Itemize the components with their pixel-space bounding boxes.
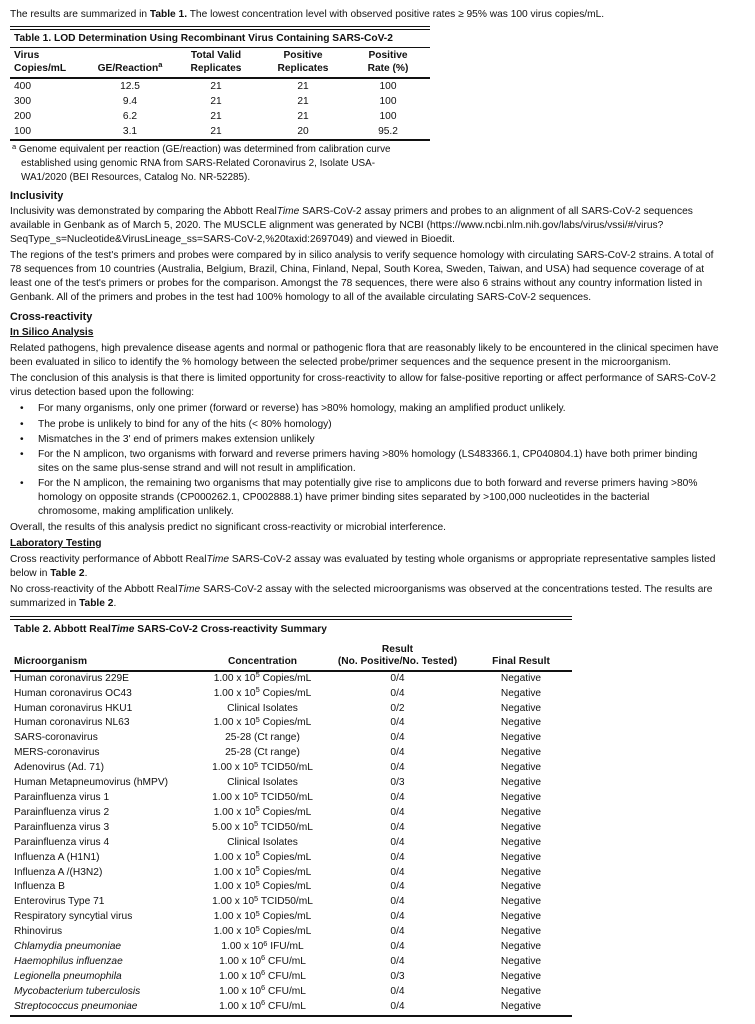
result-header-line2: (No. Positive/No. Tested) [337, 655, 458, 667]
final-result-cell: Negative [500, 1000, 542, 1012]
microorganism-cell: Human coronavirus OC43 [14, 687, 132, 699]
table1-cell: 100 [379, 81, 397, 92]
final-result-cell: Negative [500, 806, 542, 818]
bullet-item: • For many organisms, only one primer (forward or reverse) has >80% homology, making an amplified product unlikely. [38, 402, 702, 416]
table2-row [10, 806, 572, 821]
cross-reactivity-heading: Cross-reactivity [10, 311, 93, 324]
final-result-cell: Negative [500, 970, 542, 982]
concentration-cell: 5.00 x $10^5$ TCID50/mL [212, 819, 313, 833]
table2-row [10, 940, 572, 955]
result-cell: 0/4 [390, 792, 405, 804]
table2-row [10, 671, 572, 687]
table1-cell: 21 [210, 111, 222, 122]
table2 [10, 644, 572, 1015]
table2-title: Table 2. Abbott RealTime SARS-CoV-2 Cross-reactivity Summary [14, 623, 327, 635]
table2-header-row-1 [10, 644, 572, 655]
table1-cell: 6.2 [122, 111, 138, 122]
in-silico-paragraph-2: The conclusion of this analysis is that there is limited opportunity for cross-reactivity to allow for false-positive reporting or affect performance of SARS-CoV-2 virus detection based upon the following: [10, 373, 716, 399]
table1-row [10, 94, 430, 109]
result-cell: 0/4 [390, 955, 405, 967]
microorganism-cell: Adenovirus (Ad. 71) [14, 762, 105, 774]
footnote-line: $^a$ Genome equivalent per reaction (GE/reaction) was determined from calibration curve [12, 141, 391, 155]
result-cell: 0/4 [390, 687, 405, 699]
concentration-cell: 1.00 x $10^5$ TCID50/mL [212, 759, 313, 774]
microorganism-cell: Human Metapneumovirus (hMPV) [14, 777, 169, 789]
concentration-cell: Clinical Isolates [227, 777, 298, 789]
table2-row [10, 866, 572, 881]
table1-cell: 21 [210, 81, 222, 92]
footnote-line: established using genomic RNA from SARS-Related Coronavirus 2, Isolate USA- [21, 157, 376, 169]
concentration-cell: 1.00 x $10^5$ Copies/mL [213, 670, 312, 684]
table2-row [10, 970, 572, 985]
result-cell: 0/4 [390, 941, 405, 953]
footnote-line: WA1/2020 (BEI Resources, Catalog No. NR-52285). [21, 171, 251, 183]
final-result-cell: Negative [500, 866, 542, 878]
table2-row [10, 821, 572, 836]
microorganism-cell: MERS-coronavirus [14, 747, 100, 759]
table2-row [10, 851, 572, 866]
final-result-cell: Negative [500, 911, 542, 923]
final-result-cell: Negative [500, 687, 542, 699]
microorganism-cell: Parainfluenza virus 2 [14, 806, 110, 818]
table1-cell: 21 [297, 96, 309, 107]
bullet-item: • Mismatches in the 3' end of primers makes extension unlikely [38, 433, 702, 447]
microorganism-cell: Influenza A /(H3N2) [14, 866, 103, 878]
table2-row [10, 716, 572, 731]
result-cell: 0/4 [390, 762, 405, 774]
final-result-header: Final Result [492, 655, 550, 667]
microorganism-cell: Parainfluenza virus 3 [14, 821, 110, 833]
result-cell: 0/4 [390, 836, 405, 848]
table1-cell: 100 [14, 126, 31, 137]
table1-cell: 21 [210, 96, 222, 107]
concentration-cell: 1.00 x $10^5$ Copies/mL [213, 804, 312, 818]
final-result-cell: Negative [500, 926, 542, 938]
microorganism-cell: Respiratory syncytial virus [14, 911, 133, 923]
table1-row [10, 78, 430, 94]
table2-row [10, 687, 572, 702]
table2-row [10, 776, 572, 791]
microorganism-cell: Streptococcus pneumoniae [14, 1000, 138, 1012]
table2-row [10, 791, 572, 806]
table1-cell: 100 [379, 111, 397, 122]
table1-cell: 300 [14, 96, 31, 107]
laboratory-testing-heading: Laboratory Testing [10, 537, 102, 549]
table1-column-header: Positive Rate (%) [367, 50, 409, 74]
result-cell: 0/4 [390, 851, 405, 863]
result-cell: 0/4 [390, 821, 405, 833]
table2-row [10, 895, 572, 910]
concentration-cell: Clinical Isolates [227, 702, 298, 714]
microorganism-cell: Parainfluenza virus 1 [14, 792, 110, 804]
result-cell: 0/4 [390, 747, 405, 759]
microorganism-cell: Enterovirus Type 71 [14, 896, 105, 908]
result-cell: 0/4 [390, 717, 405, 729]
final-result-cell: Negative [500, 896, 542, 908]
result-cell: 0/4 [390, 732, 405, 744]
table1-cell: 9.4 [122, 96, 138, 107]
table2-row [10, 746, 572, 761]
concentration-cell: 1.00 x $10^6$ CFU/mL [219, 983, 306, 997]
result-cell: 0/4 [390, 866, 405, 878]
table1-footnote [12, 143, 745, 184]
result-cell: 0/3 [390, 970, 405, 982]
result-cell: 0/4 [390, 881, 405, 893]
table1-column-header: Virus Copies/mL [14, 50, 67, 74]
table2-row [10, 1000, 572, 1015]
result-cell: 0/4 [390, 1000, 405, 1012]
concentration-cell: 1.00 x $10^6$ IFU/mL [221, 938, 304, 953]
result-cell: 0/4 [390, 985, 405, 997]
final-result-cell: Negative [500, 881, 542, 893]
table1-cell: 21 [297, 111, 309, 122]
concentration-cell: 1.00 x $10^6$ CFU/mL [219, 953, 306, 967]
microorganism-cell: Human coronavirus NL63 [14, 717, 130, 729]
final-result-cell: Negative [500, 851, 542, 863]
concentration-cell: 1.00 x $10^5$ Copies/mL [213, 923, 312, 938]
microorganism-cell: Parainfluenza virus 4 [14, 836, 110, 848]
microorganism-header: Microorganism [14, 655, 88, 667]
table1-cell: 20 [297, 126, 309, 137]
final-result-cell: Negative [500, 702, 542, 714]
microorganism-cell: Influenza A (H1N1) [14, 851, 100, 863]
table1 [10, 48, 430, 139]
intro-paragraph: The results are summarized in Table 1. The lowest concentration level with observed positive rates ≥ 95% was 100 virus copies/mL. [10, 9, 605, 20]
final-result-cell: Negative [500, 955, 542, 967]
result-cell: 0/4 [390, 911, 405, 923]
table1-cell: 400 [14, 81, 31, 92]
final-result-cell: Negative [500, 762, 542, 774]
concentration-cell: 1.00 x $10^5$ Copies/mL [213, 878, 312, 893]
table2-row [10, 985, 572, 1000]
concentration-cell: 1.00 x $10^5$ Copies/mL [213, 849, 312, 863]
final-result-cell: Negative [500, 985, 542, 997]
concentration-cell: 1.00 x $10^6$ CFU/mL [219, 968, 306, 982]
table1-title: Table 1. LOD Determination Using Recombinant Virus Containing SARS-CoV-2 [10, 30, 430, 48]
concentration-cell: 1.00 x $10^5$ Copies/mL [213, 685, 312, 699]
concentration-cell: 1.00 x $10^5$ TCID50/mL [212, 893, 313, 908]
table1-cell: 12.5 [120, 81, 140, 92]
concentration-cell: 1.00 x $10^5$ Copies/mL [213, 908, 312, 923]
microorganism-cell: Haemophilus influenzae [14, 955, 123, 967]
concentration-cell: Clinical Isolates [227, 836, 298, 848]
table1-lod-determination [10, 26, 430, 141]
table2-row [10, 702, 572, 717]
concentration-header: Concentration [227, 655, 298, 667]
table1-column-header: Total Valid Replicates [190, 50, 242, 74]
final-result-cell: Negative [500, 792, 542, 804]
result-cell: 0/2 [390, 702, 405, 714]
result-cell: 0/4 [390, 806, 405, 818]
bullet-item: • For the N amplicon, the remaining two organisms that may potentially give rise to amplicons due to both forward and reverse primers having >80% homology on opposite strands (CP000262.1, CP002888.1) have primer binding sites separated by >100,000 nucleotides in the bacterial chromosome, making amplification unlikely. [38, 477, 702, 518]
microorganism-cell: Human coronavirus 229E [14, 672, 129, 684]
table1-body [10, 78, 430, 139]
concentration-cell: 1.00 x $10^6$ CFU/mL [219, 998, 306, 1012]
microorganism-cell: Rhinovirus [14, 926, 63, 938]
table1-cell: 200 [14, 111, 31, 122]
concentration-cell: 25-28 (Ct range) [225, 747, 300, 759]
bullet-item: • The probe is unlikely to bind for any of the hits (< 80% homology) [38, 418, 702, 432]
final-result-cell: Negative [500, 747, 542, 759]
inclusivity-paragraph-1: Inclusivity was demonstrated by comparing the Abbott RealTime SARS-CoV-2 assay primers and probes to an alignment of all SARS-CoV-2 sequences available in Genbank as of March 5, 2020. The MUSCLE alignment was generated by NCBI (https://www.ncbi.nlm.nih.gov/labs/virus/vssi/#/virus?SeqType_s=Nucleotide&VirusLineage_ss=SARS-CoV-2,%20taxid:2697049) and viewed in Bioedit. [10, 206, 693, 246]
bullet-item: • For the N amplicon, two organisms with forward and reverse primers having >80% homology (LS483366.1, CP040804.1) have both primer binding sites on the same plus-sense strand and will not result in amplification. [38, 448, 702, 476]
overall-conclusion-paragraph: Overall, the results of this analysis predict no significant cross-reactivity or microbial interference. [10, 521, 446, 533]
inclusivity-paragraph-2: The regions of the test's primers and probes were compared by in silico analysis to verify sequence homology with circulating SARS-CoV-2 strains. A total of 78 sequences from 10 countries (Australia, Belgium, Brazil, China, Finland, Nepal, South Korea, Sweden, Taiwan, and USA) had sequence coverage of at least one of the test's primers or probes for the comparison. Amongst the 78 sequences, there were also 6 strains without any country information listed in Genbank. All of the primers and probes in the test had 100% homology to all of the available circulating SARS-CoV-2 sequences. [10, 250, 714, 304]
concentration-cell: 25-28 (Ct range) [225, 732, 300, 744]
table2-row [10, 910, 572, 925]
final-result-cell: Negative [500, 941, 542, 953]
table2-body [10, 671, 572, 1015]
lab-testing-paragraph-1: Cross reactivity performance of Abbott RealTime SARS-CoV-2 assay was evaluated by testing whole organisms or appropriate representative samples listed below in Table 2. [10, 553, 716, 579]
table1-row [10, 109, 430, 124]
microorganism-cell: Chlamydia pneumoniae [14, 941, 122, 953]
result-cell: 0/3 [390, 777, 405, 789]
final-result-cell: Negative [500, 732, 542, 744]
final-result-cell: Negative [500, 672, 542, 684]
table2-row [10, 880, 572, 895]
in-silico-bullet-list [10, 402, 745, 518]
in-silico-paragraph-1: Related pathogens, high prevalence disease agents and normal or pathogenic flora that are reasonably likely to be encountered in the clinical specimen have been evaluated in silico to identify the % homology between the selected probe/primer sequences and the sequence present in the microorganism. [10, 343, 719, 369]
result-cell: 0/4 [390, 926, 405, 938]
table2-cross-reactivity-summary [10, 616, 572, 1017]
document-body [10, 8, 745, 1017]
concentration-cell: 1.00 x $10^5$ Copies/mL [213, 714, 312, 729]
table2-row [10, 925, 572, 940]
final-result-cell: Negative [500, 777, 542, 789]
microorganism-cell: Legionella pneumophila [14, 970, 122, 982]
table1-cell: 95.2 [378, 126, 398, 137]
table2-row [10, 836, 572, 851]
concentration-cell: 1.00 x $10^5$ Copies/mL [213, 864, 312, 878]
table1-column-header: Positive Replicates [277, 50, 329, 74]
final-result-cell: Negative [500, 836, 542, 848]
table2-row [10, 761, 572, 776]
lab-testing-paragraph-2: No cross-reactivity of the Abbott RealTime SARS-CoV-2 assay with the selected microorganisms was observed at the concentrations tested. The results are summarized in Table 2. [10, 583, 713, 609]
table1-header-row [10, 48, 430, 78]
result-cell: 0/4 [390, 672, 405, 684]
microorganism-cell: Human coronavirus HKU1 [14, 702, 133, 714]
table2-row [10, 955, 572, 970]
table2-header-row-2 [10, 655, 572, 671]
table1-column-header: GE/Reaction$^a$ [97, 60, 163, 74]
concentration-cell: 1.00 x $10^5$ TCID50/mL [212, 789, 313, 804]
table2-row [10, 731, 572, 746]
inclusivity-heading: Inclusivity [10, 190, 64, 203]
table1-cell: 21 [297, 81, 309, 92]
table1-cell: 3.1 [122, 126, 138, 137]
microorganism-cell: Mycobacterium tuberculosis [14, 985, 141, 997]
table1-cell: 100 [379, 96, 397, 107]
result-header-line1: Result [381, 643, 414, 655]
final-result-cell: Negative [500, 821, 542, 833]
result-cell: 0/4 [390, 896, 405, 908]
table1-row [10, 124, 430, 139]
microorganism-cell: SARS-coronavirus [14, 732, 98, 744]
in-silico-analysis-heading: In Silico Analysis [10, 327, 94, 339]
table1-cell: 21 [210, 126, 222, 137]
microorganism-cell: Influenza B [14, 881, 65, 893]
final-result-cell: Negative [500, 717, 542, 729]
